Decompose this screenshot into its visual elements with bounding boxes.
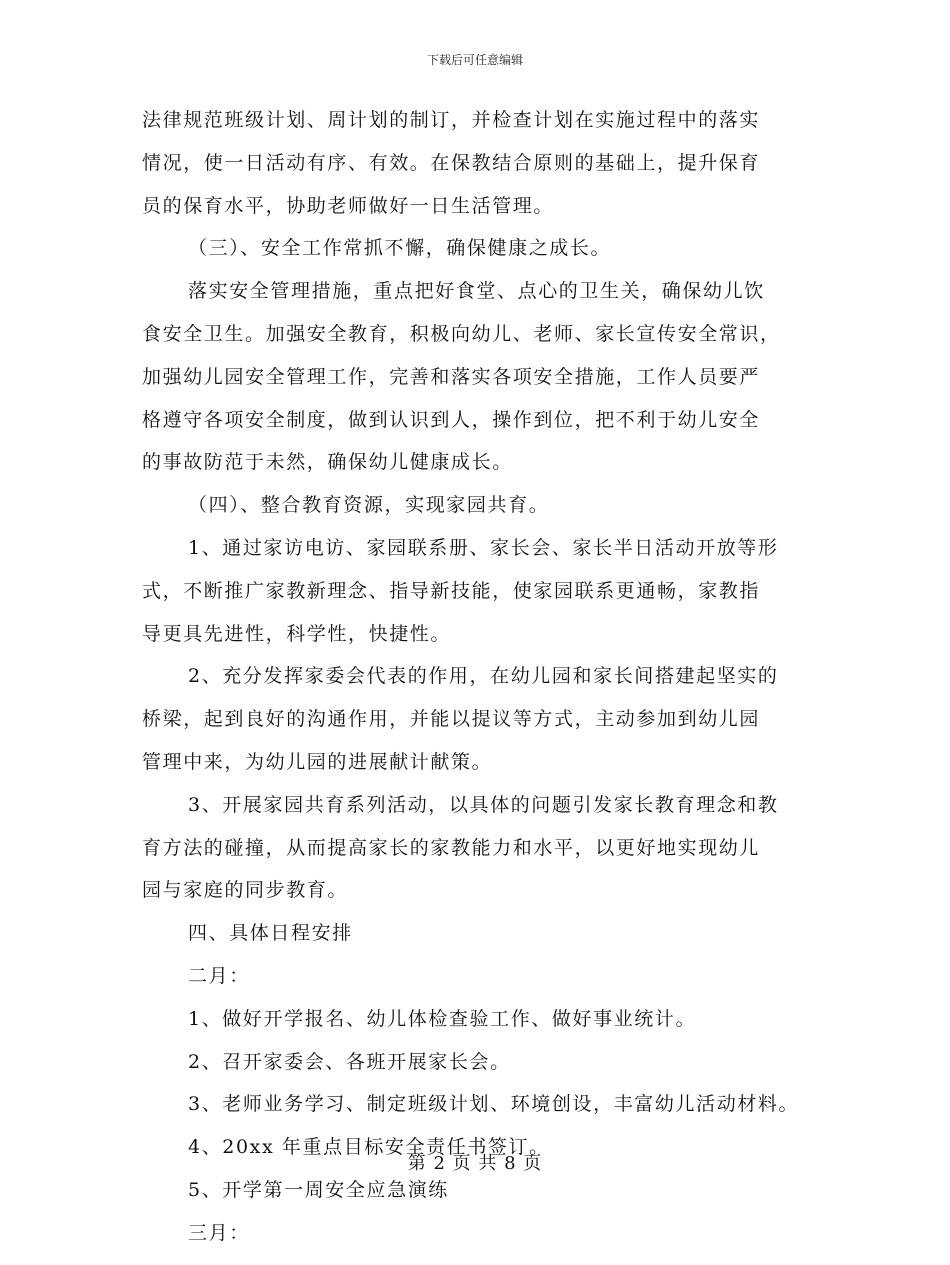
body-line: 食安全卫生。加强安全教育，积极向幼儿、老师、家长宣传安全常识， xyxy=(142,322,781,345)
list-item: 3、老师业务学习、制定班级计划、环境创设，丰富幼儿活动材料。 xyxy=(188,1093,800,1116)
body-line: 的事故防范于未然，确保幼儿健康成长。 xyxy=(142,451,513,474)
body-line: 格遵守各项安全制度，做到认识到人，操作到位，把不利于幼儿安全 xyxy=(142,408,761,431)
section-heading: （三）、安全工作常抓不懈，确保健康之成长。 xyxy=(188,237,612,260)
page-footer: 第 2 页 共 8 页 xyxy=(407,1153,543,1174)
section-heading: 四、具体日程安排 xyxy=(188,922,353,945)
body-line: 导更具先进性，科学性，快捷性。 xyxy=(142,622,452,645)
page-header: 下载后可任意编辑 xyxy=(426,53,523,67)
document-body xyxy=(142,109,832,1265)
body-line: 管理中来，为幼儿园的进展献计献策。 xyxy=(142,750,493,773)
body-line: 情况，使一日活动有序、有效。在保教结合原则的基础上，提升保育 xyxy=(142,151,761,174)
body-line: 式，不断推广家教新理念、指导新技能，使家园联系更通畅，家教指 xyxy=(142,579,761,602)
list-item: 4、20xx 年重点目标安全责任书签订。 xyxy=(188,1136,550,1159)
body-line: 法律规范班级计划、周计划的制订，并检查计划在实施过程中的落实 xyxy=(142,109,761,131)
list-item: 3、开展家园共育系列活动，以具体的问题引发家长教育理念和教 xyxy=(188,793,779,816)
body-line: 桥梁，起到良好的沟通作用，并能以提议等方式，主动参加到幼儿园 xyxy=(142,708,761,731)
body-line: 员的保育水平，协助老师做好一日生活管理。 xyxy=(142,194,555,217)
month-heading: 二月： xyxy=(188,964,250,987)
list-item: 1、通过家访电访、家园联系册、家长会、家长半日活动开放等形 xyxy=(188,536,779,559)
list-item: 1、做好开学报名、幼儿体检查验工作、做好事业统计。 xyxy=(188,1007,697,1030)
body-line: 加强幼儿园安全管理工作，完善和落实各项安全措施，工作人员要严 xyxy=(142,365,761,388)
list-item: 5、开学第一周安全应急演练 xyxy=(188,1178,449,1201)
section-heading: （四）、整合教育资源，实现家园共育。 xyxy=(188,494,550,517)
list-item: 2、召开家委会、各班开展家长会。 xyxy=(188,1050,511,1073)
body-line: 落实安全管理措施，重点把好食堂、点心的卫生关，确保幼儿饮 xyxy=(188,280,765,303)
list-item: 2、充分发挥家委会代表的作用，在幼儿园和家长间搭建起坚实的 xyxy=(188,665,779,688)
body-line: 育方法的碰撞，从而提高家长的家教能力和水平，以更好地实现幼儿 xyxy=(142,836,761,859)
body-line: 园与家庭的同步教育。 xyxy=(142,879,349,902)
month-heading: 三月： xyxy=(188,1221,250,1244)
